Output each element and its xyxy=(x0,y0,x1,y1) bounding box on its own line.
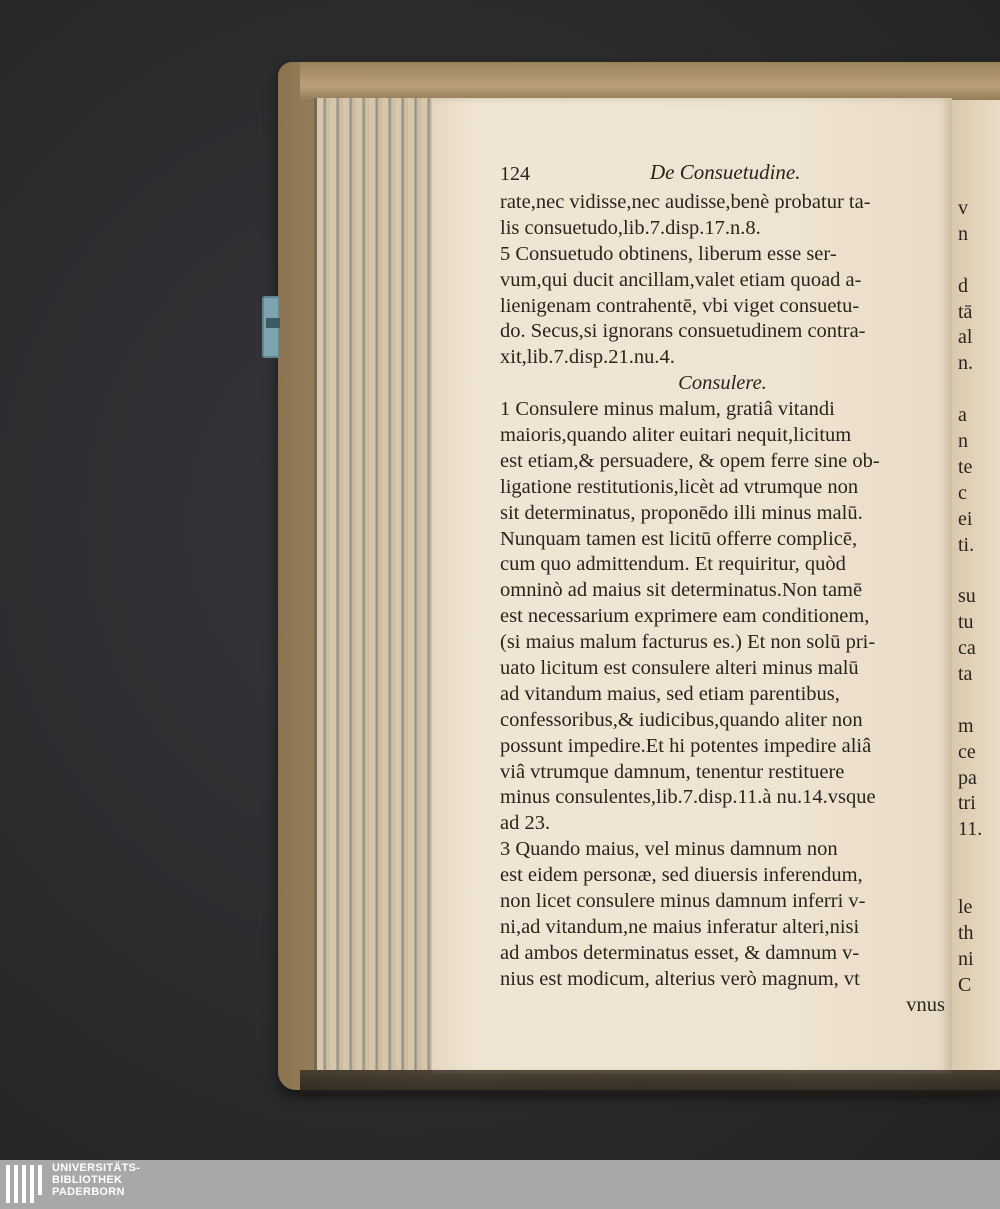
text-line: (si maius malum facturus es.) Et non solū pri- xyxy=(500,631,876,654)
text-line: est eidem personæ, sed diuersis inferendum, xyxy=(500,864,863,887)
right-page-fragment xyxy=(958,558,982,584)
right-page-fragment: ni xyxy=(958,947,974,970)
library-name-line: PADERBORN xyxy=(52,1186,125,1198)
text-line: omninò ad maius sit determinatus.Non tamē xyxy=(500,579,863,602)
running-title: De Consuetudine. xyxy=(650,160,801,184)
right-page-fragment xyxy=(958,869,982,895)
library-name-line: BIBLIOTHEK xyxy=(52,1174,123,1186)
right-page-fragment: v xyxy=(958,197,968,219)
right-page-fragment: te xyxy=(958,455,973,478)
text-line: viâ vtrumque damnum, tenentur restituere xyxy=(500,760,845,783)
text-line: xit,lib.7.disp.21.nu.4. xyxy=(500,346,675,369)
text-line: do. Secus,si ignorans consuetudinem contra- xyxy=(500,320,866,343)
right-page-fragment: n. xyxy=(958,352,973,375)
text-line: 1 Consulere minus malum, gratiâ vitandi xyxy=(500,398,835,421)
right-page-fragment: th xyxy=(958,921,974,944)
right-page-fragment xyxy=(958,377,982,403)
right-page-fragment: a xyxy=(958,404,967,427)
library-logo-icon xyxy=(6,1165,46,1203)
book-shadow xyxy=(300,1070,1000,1096)
text-line: 5 Consuetudo obtinens, liberum esse ser- xyxy=(500,242,837,265)
section-heading: Consulere. xyxy=(678,372,767,395)
right-page-fragment xyxy=(958,248,982,274)
text-line: ad 23. xyxy=(500,812,551,835)
right-page-fragment: ti. xyxy=(958,533,975,556)
text-line: Nunquam tamen est licitū offerre complicē, xyxy=(500,527,858,550)
text-line: ad vitandum maius, sed etiam parentibus, xyxy=(500,682,840,705)
text-line: est etiam,& persuadere, & opem ferre sine ob- xyxy=(500,449,880,472)
text-line: nius est modicum, alterius verò magnum, vt xyxy=(500,967,860,990)
library-footer xyxy=(0,1160,1000,1209)
right-page-fragment: ta xyxy=(958,663,973,686)
right-page-fragment: 11. xyxy=(958,818,983,841)
clasp-icon xyxy=(262,296,280,358)
text-line: ad ambos determinatus esset, & damnum v- xyxy=(500,941,860,964)
text-line: cum quo admittendum. Et requiritur, quòd xyxy=(500,553,846,576)
text-line: non licet consulere minus damnum inferri v- xyxy=(500,890,866,913)
text-line: 3 Quando maius, vel minus damnum non xyxy=(500,838,838,861)
library-name-line: UNIVERSITÄTS- xyxy=(52,1162,141,1174)
page-number: 124 xyxy=(500,163,530,185)
text-line: est necessarium exprimere eam conditionem, xyxy=(500,605,870,628)
text-line: sit determinatus, proponēdo illi minus malū. xyxy=(500,501,863,524)
right-page-fragment: tā xyxy=(958,300,973,323)
right-page-fragment: le xyxy=(958,896,973,919)
right-page-fragment: ca xyxy=(958,637,976,660)
text-line: rate,nec vidisse,nec audisse,benè probatur ta- xyxy=(500,191,871,213)
right-page-fragment: C xyxy=(958,973,972,996)
right-page-fragment: al xyxy=(958,326,973,349)
text-line: vum,qui ducit ancillam,valet etiam quoad a- xyxy=(500,268,862,291)
text-line: minus consulentes,lib.7.disp.11.à nu.14.vsque xyxy=(500,786,876,809)
library-name xyxy=(52,1162,140,1198)
text-line: possunt impedire.Et hi potentes impedire aliâ xyxy=(500,734,872,757)
right-page-fragment: tri xyxy=(958,792,976,815)
text-line: ligatione restitutionis,licèt ad vtrumque non xyxy=(500,475,859,498)
right-page-fragment: su xyxy=(958,585,976,608)
text-line: ni,ad vitandum,ne maius inferatur alteri,nisi xyxy=(500,915,860,938)
right-page-text xyxy=(958,196,982,999)
right-page-fragment: pa xyxy=(958,766,977,789)
page-header xyxy=(500,160,945,190)
text-line: confessoribus,& iudicibus,quando aliter non xyxy=(500,708,863,731)
right-page-fragment xyxy=(958,688,982,714)
page-edges xyxy=(314,98,435,1070)
text-line: maioris,quando aliter euitari nequit,licitum xyxy=(500,424,852,447)
text-line: uato licitum est consulere alteri minus malū xyxy=(500,657,859,680)
right-page-fragment: n xyxy=(958,222,968,245)
right-page-fragment: ce xyxy=(958,740,976,763)
text-line: lienigenam contrahentē, vbi viget consuetu- xyxy=(500,294,860,317)
page-text xyxy=(500,160,945,1019)
catchword: vnus xyxy=(906,993,945,1016)
text-line: lis consuetudo,lib.7.disp.17.n.8. xyxy=(500,216,761,239)
right-page-fragment: c xyxy=(958,481,967,504)
right-page-fragment: ei xyxy=(958,507,973,530)
right-page-fragment: n xyxy=(958,430,968,453)
right-page-fragment: m xyxy=(958,714,974,737)
right-page-fragment: d xyxy=(958,274,968,297)
book-cover-top xyxy=(300,62,1000,102)
right-page-fragment xyxy=(958,843,982,869)
right-page-fragment: tu xyxy=(958,611,974,634)
